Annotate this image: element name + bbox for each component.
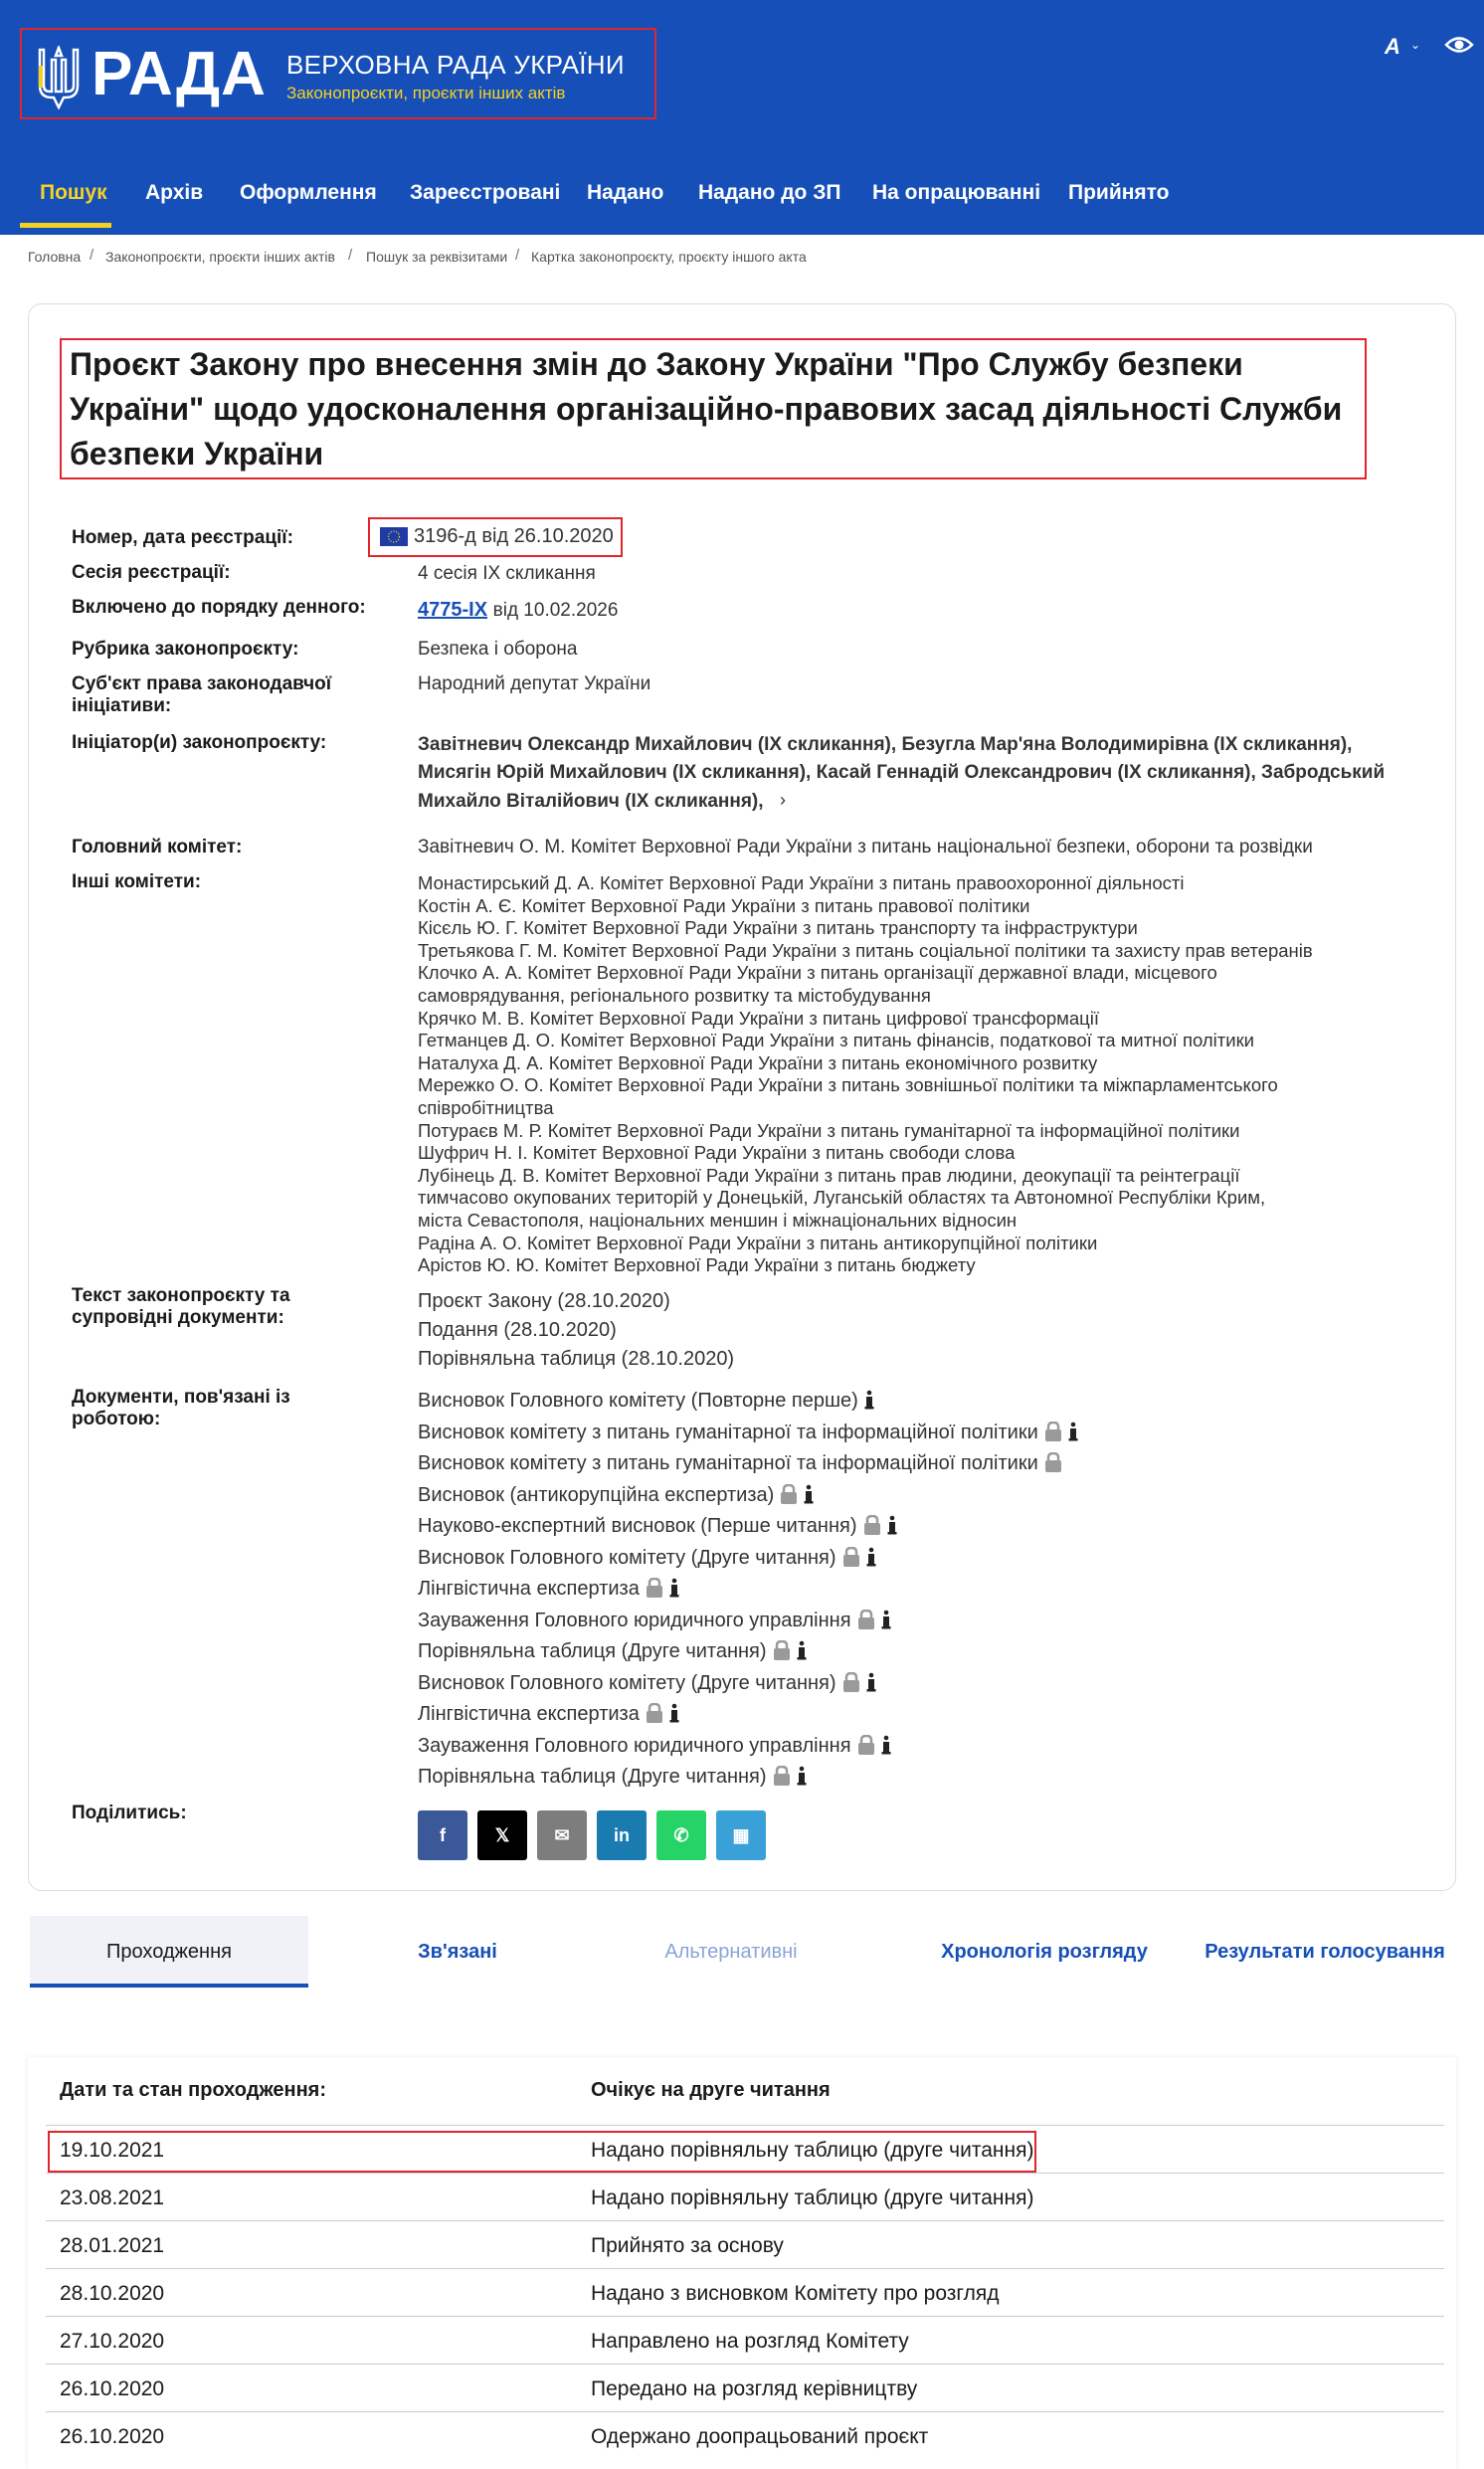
- rubric-label: Рубрика законопроєкту:: [72, 639, 299, 660]
- lock-icon: [857, 1610, 875, 1629]
- subject-label: Суб'єкт права законодавчої ініціативи:: [72, 673, 332, 716]
- related-doc-item[interactable]: [418, 1577, 679, 1601]
- nav-item-in-processing[interactable]: На опрацюванні: [872, 181, 1041, 204]
- info-icon[interactable]: [669, 1578, 679, 1598]
- other-committee-line: Арістов Ю. Ю. Комітет Верховної Ради України з питань бюджету: [418, 1254, 976, 1276]
- share-linkedin-button[interactable]: in: [597, 1810, 647, 1860]
- texts-label: Текст законопроєкту та супровідні документи:: [72, 1285, 290, 1328]
- lock-icon: [863, 1515, 881, 1535]
- table-row-date: 27.10.2020: [60, 2330, 165, 2353]
- initiators-more-chevron-icon[interactable]: ›: [780, 790, 786, 810]
- breadcrumb-current: Картка законопроєкту, проєкту іншого акта: [531, 249, 807, 265]
- table-row-status: Передано на розгляд керівництву: [591, 2377, 918, 2400]
- related-doc-item[interactable]: [418, 1765, 807, 1789]
- table-row-status: Надано з висновком Комітету про розгляд: [591, 2282, 1000, 2305]
- lock-icon: [1044, 1452, 1062, 1472]
- eye-icon[interactable]: [1444, 34, 1474, 56]
- related-doc-label[interactable]: Висновок комітету з питань гуманітарної та інформаційної політики: [418, 1421, 1038, 1443]
- table-row-date: 28.10.2020: [60, 2282, 165, 2305]
- share-x-button[interactable]: 𝕏: [477, 1810, 527, 1860]
- related-docs-label: Документи, пов'язані із роботою:: [72, 1387, 290, 1429]
- share-email-button[interactable]: ✉: [537, 1810, 587, 1860]
- related-doc-label[interactable]: Висновок (антикорупційна експертиза): [418, 1483, 775, 1506]
- related-doc-label[interactable]: Науково-експертний висновок (Перше читання): [418, 1515, 857, 1537]
- lock-icon: [646, 1703, 663, 1723]
- other-committee-line: Шуфрич Н. І. Комітет Верховної Ради України з питань свободи слова: [418, 1142, 1016, 1164]
- chevron-down-icon[interactable]: ⌄: [1410, 38, 1421, 52]
- reg-label: Номер, дата реєстрації:: [72, 527, 293, 548]
- related-doc-label[interactable]: Висновок Головного комітету (Повторне перше): [418, 1390, 858, 1412]
- info-icon[interactable]: [881, 1735, 891, 1755]
- related-doc-item[interactable]: [418, 1609, 891, 1632]
- other-committee-line: Кісєль Ю. Г. Комітет Верховної Ради України з питань транспорту та інфраструктури: [418, 917, 1138, 939]
- initiators-line[interactable]: Михайло Віталійович (IX скликання),: [418, 791, 764, 812]
- info-icon[interactable]: [797, 1766, 807, 1786]
- related-doc-label[interactable]: Порівняльна таблиця (Друге читання): [418, 1766, 767, 1788]
- other-committee-line: Костін А. Є. Комітет Верховної Ради України з питань правової політики: [418, 894, 1030, 916]
- info-icon[interactable]: [866, 1672, 876, 1692]
- breadcrumb-bills[interactable]: Законопроєкти, проєкти інших актів: [105, 249, 335, 265]
- share-qr-button[interactable]: ▦: [716, 1810, 766, 1860]
- table-row-status: Одержано доопрацьований проєкт: [591, 2425, 929, 2448]
- breadcrumb-separator: /: [90, 247, 94, 264]
- other-committee-line: тимчасово окупованих територій у Донецькій, Луганській областях та Автономної Республіки Крим,: [418, 1187, 1266, 1209]
- font-size-button[interactable]: A: [1385, 34, 1400, 59]
- table-row-divider: [46, 2220, 1444, 2221]
- passage-header-dates: Дати та стан проходження:: [60, 2079, 326, 2101]
- related-doc-item[interactable]: [418, 1702, 679, 1726]
- tab-passage[interactable]: Проходження: [30, 1916, 308, 1988]
- agenda-link[interactable]: 4775-IX: [418, 599, 488, 621]
- related-doc-label[interactable]: Зауваження Головного юридичного управління: [418, 1609, 851, 1631]
- nav-item-archive[interactable]: Архів: [145, 181, 204, 204]
- lock-icon: [646, 1578, 663, 1598]
- info-icon[interactable]: [804, 1484, 814, 1504]
- lock-icon: [773, 1766, 791, 1786]
- tab-voting-results[interactable]: Результати голосування: [1205, 1941, 1445, 1963]
- related-doc-label[interactable]: Порівняльна таблиця (Друге читання): [418, 1640, 767, 1662]
- tab-chronology[interactable]: Хронологія розгляду: [941, 1941, 1148, 1963]
- rubric-value: Безпека і оборона: [418, 639, 578, 660]
- other-committee-line: співробітництва: [418, 1097, 554, 1118]
- table-row-divider: [46, 2316, 1444, 2317]
- related-doc-label[interactable]: Висновок Головного комітету (Друге читання): [418, 1671, 836, 1694]
- breadcrumb-separator: /: [348, 247, 353, 264]
- nav-item-submitted[interactable]: Надано: [587, 181, 664, 204]
- passage-header-status: Очікує на друге читання: [591, 2079, 831, 2101]
- related-doc-item[interactable]: [418, 1483, 814, 1507]
- table-row-date: 28.01.2021: [60, 2234, 165, 2257]
- info-icon[interactable]: [1068, 1422, 1078, 1441]
- info-icon[interactable]: [864, 1390, 874, 1410]
- nav-item-search[interactable]: Пошук: [40, 181, 107, 204]
- other-committee-line: Монастирський Д. А. Комітет Верховної Ради України з питань правоохоронної діяльності: [418, 872, 1185, 893]
- related-doc-item[interactable]: [418, 1639, 807, 1663]
- logo-title: ВЕРХОВНА РАДА УКРАЇНИ: [286, 50, 625, 80]
- table-row-divider: [46, 2173, 1444, 2174]
- table-row-divider: [46, 2411, 1444, 2412]
- agenda-label: Включено до порядку денного:: [72, 597, 366, 618]
- lock-icon: [1044, 1422, 1062, 1441]
- table-row-status: Направлено на розгляд Комітету: [591, 2330, 909, 2353]
- related-doc-label[interactable]: Висновок Головного комітету (Друге читання): [418, 1546, 836, 1569]
- table-row-status: Надано порівняльну таблицю (друге читання): [591, 2139, 1034, 2162]
- table-row-divider: [46, 2125, 1444, 2126]
- logo-subtitle: Законопроєкти, проєкти інших актів: [286, 84, 566, 102]
- share-label: Поділитись:: [72, 1803, 187, 1823]
- eu-flag-icon: [380, 527, 408, 546]
- other-committee-line: самоврядування, регіонального розвитку та містобудування: [418, 985, 931, 1006]
- nav-item-submitted-zp[interactable]: Надано до ЗП: [698, 181, 841, 204]
- share-whatsapp-button[interactable]: ✆: [656, 1810, 706, 1860]
- table-row-date: 23.08.2021: [60, 2186, 165, 2209]
- initiators-line[interactable]: Мисягін Юрій Михайлович (IX скликання), Касай Геннадій Олександрович (IX скликання), Забродський: [418, 762, 1386, 783]
- info-icon[interactable]: [797, 1640, 807, 1660]
- main-nav: [0, 151, 1484, 235]
- other-committees-label: Інші комітети:: [72, 871, 202, 892]
- share-facebook-button[interactable]: f: [418, 1810, 467, 1860]
- text-doc-link[interactable]: Подання (28.10.2020): [418, 1319, 617, 1341]
- related-doc-label[interactable]: Висновок комітету з питань гуманітарної та інформаційної політики: [418, 1452, 1038, 1474]
- related-doc-label[interactable]: Лінгвістична експертиза: [418, 1578, 640, 1600]
- other-committee-line: Третьякова Г. М. Комітет Верховної Ради України з питань соціальної політики та захисту прав ветеранів: [418, 939, 1313, 961]
- related-doc-item[interactable]: [418, 1734, 891, 1758]
- other-committee-line: Лубінець Д. В. Комітет Верховної Ради України з питань прав людини, деокупації та реінтеграції: [418, 1164, 1240, 1186]
- table-row-date: 26.10.2020: [60, 2425, 165, 2448]
- table-row-status: Прийнято за основу: [591, 2234, 784, 2257]
- breadcrumb-home[interactable]: Головна: [28, 249, 82, 265]
- bill-title: Проєкт Закону про внесення змін до Закону України "Про Службу безпеки України" щодо удосконалення організаційно-правових засад діяльності Служби безпеки України: [70, 346, 1343, 472]
- other-committee-line: Потураєв М. Р. Комітет Верховної Ради України з питань гуманітарної та інформаційної політики: [418, 1119, 1240, 1141]
- table-row-date: 19.10.2021: [60, 2139, 165, 2162]
- lock-icon: [857, 1735, 875, 1755]
- related-doc-item[interactable]: [418, 1546, 876, 1570]
- text-doc-link[interactable]: Проєкт Закону (28.10.2020): [418, 1290, 670, 1312]
- subject-value: Народний депутат України: [418, 673, 651, 694]
- text-doc-link[interactable]: Порівняльна таблиця (28.10.2020): [418, 1348, 735, 1370]
- other-committee-line: Радіна А. О. Комітет Верховної Ради України з питань антикорупційної політики: [418, 1232, 1098, 1253]
- main-committee-value: Завітневич О. М. Комітет Верховної Ради України з питань національної безпеки, оборони та розвідки: [418, 837, 1313, 857]
- lock-icon: [773, 1640, 791, 1660]
- logo-wordmark: РАДА: [92, 40, 267, 108]
- bill-tabs: [30, 1916, 1454, 1988]
- tab-related[interactable]: Зв'язані: [418, 1941, 497, 1963]
- other-committee-line: Клочко А. А. Комітет Верховної Ради України з питань організації державної влади, місцевого: [418, 962, 1217, 984]
- table-row-divider: [46, 2364, 1444, 2365]
- agenda-date: від 10.02.2026: [492, 600, 619, 621]
- other-committee-line: Гетманцев Д. О. Комітет Верховної Ради України з питань фінансів, податкової та митної політики: [418, 1030, 1255, 1051]
- other-committee-line: міста Севастополя, національних меншин і міжнаціональних відносин: [418, 1210, 1018, 1231]
- breadcrumb-search[interactable]: Пошук за реквізитами: [366, 249, 508, 265]
- nav-item-adopted[interactable]: Прийнято: [1068, 181, 1170, 204]
- lock-icon: [780, 1484, 798, 1504]
- lock-icon: [842, 1547, 860, 1567]
- breadcrumb-separator: /: [515, 247, 520, 264]
- related-doc-item[interactable]: [418, 1671, 876, 1695]
- session-value: 4 сесія IX скликання: [418, 563, 596, 584]
- tab-alternatives[interactable]: Альтернативні: [664, 1941, 798, 1963]
- nav-item-registered[interactable]: Зареєстровані: [410, 181, 561, 204]
- nav-item-formatting[interactable]: Оформлення: [240, 181, 377, 204]
- table-row-divider: [46, 2268, 1444, 2269]
- session-label: Сесія реєстрації:: [72, 562, 231, 583]
- related-doc-item[interactable]: [418, 1421, 1078, 1444]
- other-committee-line: Наталуха Д. А. Комітет Верховної Ради України з питань економічного розвитку: [418, 1051, 1098, 1073]
- info-icon[interactable]: [866, 1547, 876, 1567]
- lock-icon: [842, 1672, 860, 1692]
- nav-active-indicator: [20, 223, 111, 228]
- table-row-status: Надано порівняльну таблицю (друге читання): [591, 2186, 1034, 2209]
- other-committee-line: Мережко О. О. Комітет Верховної Ради України з питань зовнішньої політики та міжпарламентського: [418, 1074, 1278, 1096]
- related-doc-item[interactable]: [418, 1451, 1062, 1475]
- info-icon[interactable]: [887, 1515, 897, 1535]
- passage-table: [28, 2057, 1456, 2469]
- initiators-label: Ініціатор(и) законопроєкту:: [72, 732, 327, 753]
- table-row-date: 26.10.2020: [60, 2377, 165, 2400]
- other-committee-line: Крячко М. В. Комітет Верховної Ради України з питань цифрової трансформації: [418, 1007, 1099, 1029]
- initiators-line[interactable]: Завітневич Олександр Михайлович (IX скликання), Безугла Мар'яна Володимирівна (IX скликання),: [418, 734, 1353, 755]
- trident-icon: [38, 46, 80, 109]
- related-doc-label[interactable]: Зауваження Головного юридичного управління: [418, 1734, 851, 1757]
- info-icon[interactable]: [669, 1703, 679, 1723]
- related-doc-item[interactable]: [418, 1514, 897, 1538]
- info-icon[interactable]: [881, 1610, 891, 1629]
- main-committee-label: Головний комітет:: [72, 837, 243, 857]
- related-doc-label[interactable]: Лінгвістична експертиза: [418, 1703, 640, 1725]
- related-doc-item[interactable]: [418, 1389, 874, 1413]
- reg-value: 3196-д від 26.10.2020: [414, 525, 614, 547]
